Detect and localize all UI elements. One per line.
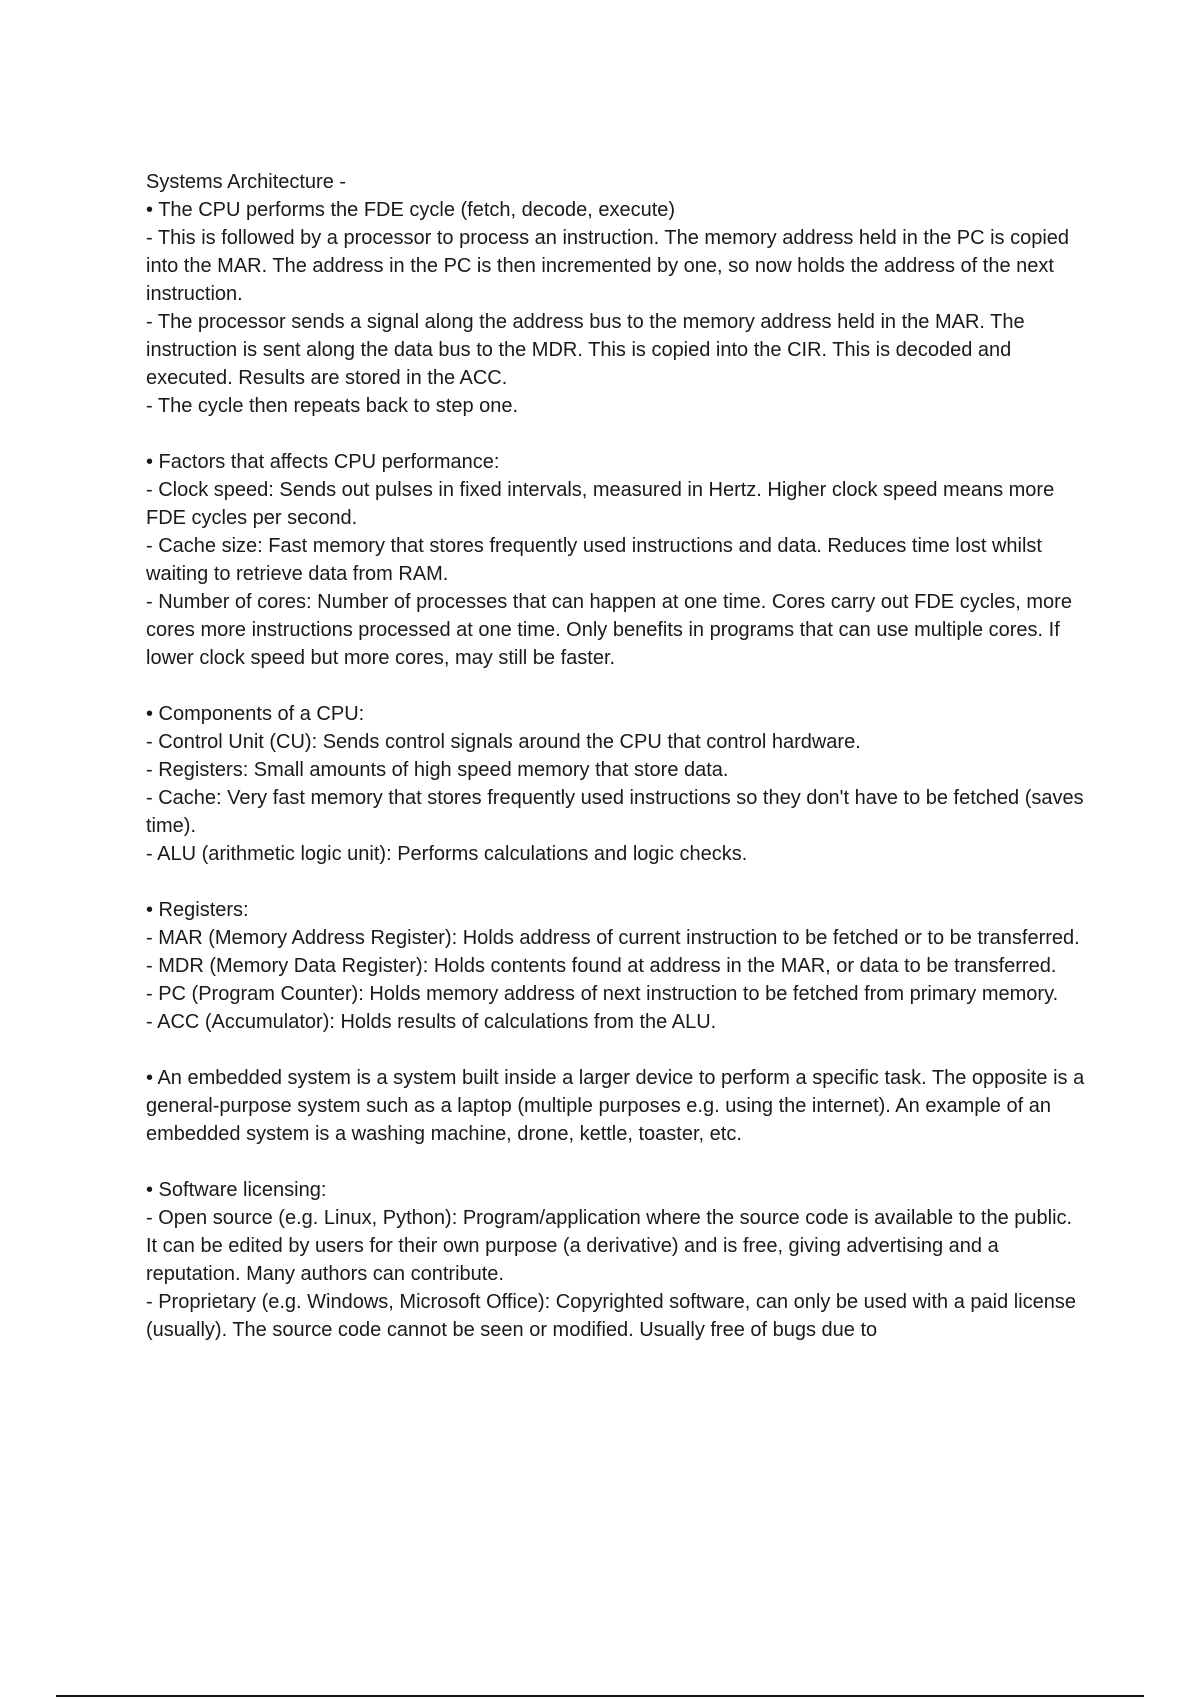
performance-heading-bullet: • Factors that affects CPU performance: — [146, 451, 500, 473]
document-body — [146, 168, 1086, 1344]
section-spacer — [146, 1148, 1086, 1176]
register-mar: - MAR (Memory Address Register): Holds address of current instruction to be fetched or to be transferred. — [146, 927, 1080, 949]
register-pc: - PC (Program Counter): Holds memory address of next instruction to be fetched from primary memory. — [146, 983, 1059, 1005]
section-spacer — [146, 868, 1086, 896]
section-cpu-components — [146, 700, 1086, 868]
licensing-heading-bullet: • Software licensing: — [146, 1179, 327, 1201]
embedded-system-bullet: • An embedded system is a system built inside a larger device to perform a specific task. The opposite is a general-purpose system such as a laptop (multiple purposes e.g. using the internet). An example of an embedded system is a washing machine, drone, kettle, toaster, etc. — [146, 1067, 1085, 1145]
section-spacer — [146, 672, 1086, 700]
performance-cores: - Number of cores: Number of processes that can happen at one time. Cores carry out FDE cycles, more cores more instructions processed at one time. Only benefits in programs that can use multiple cores. If lower clock speed but more cores, may still be faster. — [146, 591, 1072, 669]
section-spacer — [146, 1036, 1086, 1064]
fde-step-repeat: - The cycle then repeats back to step one. — [146, 395, 519, 417]
document-title: Systems Architecture - — [146, 171, 347, 193]
section-fde-cycle — [146, 196, 1086, 420]
fde-heading-bullet: • The CPU performs the FDE cycle (fetch, decode, execute) — [146, 199, 676, 221]
section-spacer — [146, 420, 1086, 448]
register-acc: - ACC (Accumulator): Holds results of calculations from the ALU. — [146, 1011, 717, 1033]
page-bottom-divider — [56, 1695, 1144, 1697]
components-heading-bullet: • Components of a CPU: — [146, 703, 365, 725]
component-cache: - Cache: Very fast memory that stores frequently used instructions so they don't have to be fetched (saves time). — [146, 787, 1084, 837]
component-registers: - Registers: Small amounts of high speed memory that store data. — [146, 759, 729, 781]
section-cpu-performance — [146, 448, 1086, 672]
component-control-unit: - Control Unit (CU): Sends control signals around the CPU that control hardware. — [146, 731, 861, 753]
licensing-proprietary: - Proprietary (e.g. Windows, Microsoft Office): Copyrighted software, can only be used with a paid license (usually). The source code cannot be seen or modified. Usually free of bugs due to — [146, 1291, 1077, 1341]
fde-step-fetch: - This is followed by a processor to process an instruction. The memory address held in the PC is copied into the MAR. The address in the PC is then incremented by one, so now holds the address of the next instruction. — [146, 227, 1070, 305]
fde-step-decode-execute: - The processor sends a signal along the address bus to the memory address held in the MAR. The instruction is sent along the data bus to the MDR. This is copied into the CIR. This is decoded and executed. Results are stored in the ACC. — [146, 311, 1025, 389]
registers-heading-bullet: • Registers: — [146, 899, 249, 921]
licensing-open-source: - Open source (e.g. Linux, Python): Program/application where the source code is available to the public. It can be edited by users for their own purpose (a derivative) and is free, giving advertising and a reputation. Many authors can contribute. — [146, 1207, 1073, 1285]
register-mdr: - MDR (Memory Data Register): Holds contents found at address in the MAR, or data to be transferred. — [146, 955, 1057, 977]
section-embedded-systems — [146, 1064, 1086, 1148]
performance-cache-size: - Cache size: Fast memory that stores frequently used instructions and data. Reduces time lost whilst waiting to retrieve data from RAM. — [146, 535, 1042, 585]
component-alu: - ALU (arithmetic logic unit): Performs calculations and logic checks. — [146, 843, 748, 865]
section-software-licensing — [146, 1176, 1086, 1344]
section-registers — [146, 896, 1086, 1036]
performance-clock-speed: - Clock speed: Sends out pulses in fixed intervals, measured in Hertz. Higher clock speed means more FDE cycles per second. — [146, 479, 1055, 529]
